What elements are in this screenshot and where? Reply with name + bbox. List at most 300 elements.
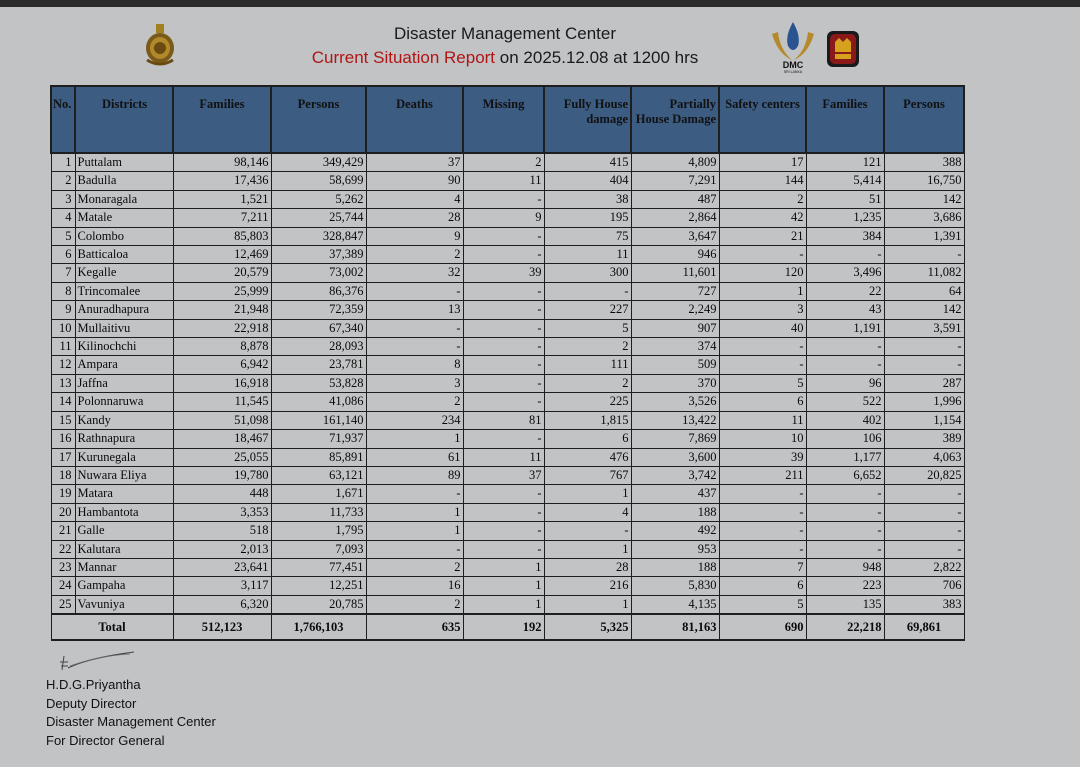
data-cell: 1,671 bbox=[271, 485, 366, 503]
data-cell: 18,467 bbox=[173, 430, 271, 448]
data-cell: 5,262 bbox=[271, 190, 366, 208]
table-row bbox=[51, 485, 964, 503]
data-cell: 4 bbox=[366, 190, 463, 208]
data-cell: 20,579 bbox=[173, 264, 271, 282]
row-number: 19 bbox=[51, 485, 75, 503]
table-row bbox=[51, 282, 964, 300]
data-cell: 3,526 bbox=[631, 393, 719, 411]
signature-scribble-icon bbox=[58, 648, 138, 678]
data-cell: 11,082 bbox=[884, 264, 964, 282]
total-cell: 192 bbox=[463, 614, 544, 640]
data-cell: 287 bbox=[884, 374, 964, 392]
data-cell: 37 bbox=[366, 153, 463, 172]
data-cell: 300 bbox=[544, 264, 631, 282]
data-cell: 3 bbox=[719, 301, 806, 319]
data-cell: 11 bbox=[463, 448, 544, 466]
data-cell: 216 bbox=[544, 577, 631, 595]
data-cell: 448 bbox=[173, 485, 271, 503]
data-cell: - bbox=[806, 338, 884, 356]
data-cell: - bbox=[544, 282, 631, 300]
table-row bbox=[51, 301, 964, 319]
data-cell: 9 bbox=[366, 227, 463, 245]
data-cell: 75 bbox=[544, 227, 631, 245]
data-cell: 96 bbox=[806, 374, 884, 392]
data-cell: - bbox=[463, 393, 544, 411]
data-cell: 5,414 bbox=[806, 172, 884, 190]
district-name: Hambantota bbox=[75, 503, 173, 521]
data-cell: 21,948 bbox=[173, 301, 271, 319]
data-cell: - bbox=[719, 356, 806, 374]
table-row bbox=[51, 374, 964, 392]
data-cell: 85,891 bbox=[271, 448, 366, 466]
data-cell: 2 bbox=[719, 190, 806, 208]
row-number: 2 bbox=[51, 172, 75, 190]
dmc-logo-subtext: SRI LANKA bbox=[783, 70, 803, 74]
col-header-deaths: Deaths bbox=[366, 86, 463, 153]
col-header-no: No. bbox=[51, 86, 75, 153]
data-cell: 38 bbox=[544, 190, 631, 208]
data-cell: 77,451 bbox=[271, 558, 366, 576]
data-cell: 476 bbox=[544, 448, 631, 466]
data-cell: 12,469 bbox=[173, 246, 271, 264]
data-cell: - bbox=[463, 485, 544, 503]
data-cell: - bbox=[366, 338, 463, 356]
row-number: 24 bbox=[51, 577, 75, 595]
data-cell: - bbox=[719, 540, 806, 558]
district-name: Kandy bbox=[75, 411, 173, 429]
data-cell: 2,249 bbox=[631, 301, 719, 319]
data-cell: 388 bbox=[884, 153, 964, 172]
data-cell: 1,815 bbox=[544, 411, 631, 429]
row-number: 22 bbox=[51, 540, 75, 558]
row-number: 11 bbox=[51, 338, 75, 356]
data-cell: 1,191 bbox=[806, 319, 884, 337]
data-cell: 3,353 bbox=[173, 503, 271, 521]
data-cell: 161,140 bbox=[271, 411, 366, 429]
district-name: Galle bbox=[75, 522, 173, 540]
data-cell: 370 bbox=[631, 374, 719, 392]
district-name: Monaragala bbox=[75, 190, 173, 208]
table-row bbox=[51, 448, 964, 466]
district-name: Vavuniya bbox=[75, 595, 173, 614]
data-cell: 3,742 bbox=[631, 466, 719, 484]
district-name: Rathnapura bbox=[75, 430, 173, 448]
table-row bbox=[51, 393, 964, 411]
data-cell: 53,828 bbox=[271, 374, 366, 392]
district-name: Colombo bbox=[75, 227, 173, 245]
data-cell: 1 bbox=[544, 595, 631, 614]
total-cell: 512,123 bbox=[173, 614, 271, 640]
row-number: 5 bbox=[51, 227, 75, 245]
table-row bbox=[51, 153, 964, 172]
data-cell: - bbox=[806, 540, 884, 558]
data-cell: 188 bbox=[631, 558, 719, 576]
data-cell: - bbox=[719, 338, 806, 356]
data-cell: 1,521 bbox=[173, 190, 271, 208]
data-cell: 437 bbox=[631, 485, 719, 503]
row-number: 18 bbox=[51, 466, 75, 484]
data-cell: 7,869 bbox=[631, 430, 719, 448]
data-cell: 106 bbox=[806, 430, 884, 448]
data-cell: 16,918 bbox=[173, 374, 271, 392]
data-cell: - bbox=[719, 522, 806, 540]
data-cell: 67,340 bbox=[271, 319, 366, 337]
data-cell: 349,429 bbox=[271, 153, 366, 172]
data-cell: 4,135 bbox=[631, 595, 719, 614]
data-cell: 22,918 bbox=[173, 319, 271, 337]
col-header-missing: Missing bbox=[463, 86, 544, 153]
row-number: 12 bbox=[51, 356, 75, 374]
data-cell: 86,376 bbox=[271, 282, 366, 300]
data-cell: 16 bbox=[366, 577, 463, 595]
district-name: Jaffna bbox=[75, 374, 173, 392]
data-cell: 11 bbox=[544, 246, 631, 264]
data-cell: 73,002 bbox=[271, 264, 366, 282]
data-cell: 195 bbox=[544, 209, 631, 227]
table-row bbox=[51, 209, 964, 227]
data-cell: 3,117 bbox=[173, 577, 271, 595]
table-row bbox=[51, 595, 964, 614]
data-cell: - bbox=[719, 503, 806, 521]
data-cell: 19,780 bbox=[173, 466, 271, 484]
table-row bbox=[51, 264, 964, 282]
data-cell: - bbox=[884, 522, 964, 540]
data-cell: 120 bbox=[719, 264, 806, 282]
col-header-fully-damage: Fully House damage bbox=[544, 86, 631, 153]
data-cell: 706 bbox=[884, 577, 964, 595]
data-cell: 234 bbox=[366, 411, 463, 429]
table-row bbox=[51, 522, 964, 540]
row-number: 8 bbox=[51, 282, 75, 300]
data-cell: 28 bbox=[366, 209, 463, 227]
row-number: 10 bbox=[51, 319, 75, 337]
data-cell: 3,591 bbox=[884, 319, 964, 337]
data-cell: 5 bbox=[719, 374, 806, 392]
district-name: Puttalam bbox=[75, 153, 173, 172]
data-cell: - bbox=[719, 485, 806, 503]
data-cell: 487 bbox=[631, 190, 719, 208]
data-cell: - bbox=[884, 246, 964, 264]
data-cell: 1,391 bbox=[884, 227, 964, 245]
data-cell: 415 bbox=[544, 153, 631, 172]
data-cell: 2,822 bbox=[884, 558, 964, 576]
data-cell: 13 bbox=[366, 301, 463, 319]
data-cell: 2 bbox=[544, 338, 631, 356]
data-cell: 37 bbox=[463, 466, 544, 484]
col-header-persons: Persons bbox=[271, 86, 366, 153]
row-number: 20 bbox=[51, 503, 75, 521]
data-cell: 43 bbox=[806, 301, 884, 319]
data-cell: - bbox=[463, 540, 544, 558]
row-number: 3 bbox=[51, 190, 75, 208]
data-cell: 518 bbox=[173, 522, 271, 540]
table-row bbox=[51, 540, 964, 558]
data-cell: 2 bbox=[366, 393, 463, 411]
signatory-org: Disaster Management Center bbox=[46, 714, 216, 729]
total-cell: 635 bbox=[366, 614, 463, 640]
col-header-safety-persons: Persons bbox=[884, 86, 964, 153]
data-cell: - bbox=[463, 374, 544, 392]
col-header-partially-damage: Partially House Damage bbox=[631, 86, 719, 153]
data-cell: 383 bbox=[884, 595, 964, 614]
data-cell: 9 bbox=[463, 209, 544, 227]
data-cell: 5,830 bbox=[631, 577, 719, 595]
data-cell: 111 bbox=[544, 356, 631, 374]
data-cell: 51 bbox=[806, 190, 884, 208]
total-cell: 22,218 bbox=[806, 614, 884, 640]
report-title bbox=[0, 48, 1010, 68]
data-cell: 3,647 bbox=[631, 227, 719, 245]
table-row bbox=[51, 430, 964, 448]
data-cell: 6 bbox=[544, 430, 631, 448]
district-name: Gampaha bbox=[75, 577, 173, 595]
data-cell: 8,878 bbox=[173, 338, 271, 356]
data-cell: 7,211 bbox=[173, 209, 271, 227]
data-cell: 11 bbox=[463, 172, 544, 190]
total-cell: 5,325 bbox=[544, 614, 631, 640]
data-cell: 1,154 bbox=[884, 411, 964, 429]
data-cell: 40 bbox=[719, 319, 806, 337]
data-cell: 727 bbox=[631, 282, 719, 300]
data-cell: - bbox=[463, 430, 544, 448]
table-header-row bbox=[51, 86, 964, 153]
data-cell: - bbox=[884, 356, 964, 374]
data-cell: 2 bbox=[544, 374, 631, 392]
data-cell: - bbox=[463, 301, 544, 319]
table-row bbox=[51, 503, 964, 521]
data-cell: - bbox=[463, 356, 544, 374]
district-name: Mullaitivu bbox=[75, 319, 173, 337]
data-cell: 3 bbox=[366, 374, 463, 392]
data-cell: 39 bbox=[719, 448, 806, 466]
data-cell: - bbox=[366, 485, 463, 503]
data-cell: - bbox=[463, 522, 544, 540]
data-cell: - bbox=[544, 522, 631, 540]
col-header-districts: Districts bbox=[75, 86, 173, 153]
data-cell: 6 bbox=[719, 577, 806, 595]
data-cell: 17 bbox=[719, 153, 806, 172]
data-cell: - bbox=[806, 246, 884, 264]
row-number: 9 bbox=[51, 301, 75, 319]
data-cell: 2,013 bbox=[173, 540, 271, 558]
signatory-title: Deputy Director bbox=[46, 695, 137, 711]
data-cell: 1 bbox=[366, 430, 463, 448]
table-body bbox=[51, 153, 964, 614]
data-cell: 63,121 bbox=[271, 466, 366, 484]
table-row bbox=[51, 227, 964, 245]
row-number: 15 bbox=[51, 411, 75, 429]
table-row bbox=[51, 577, 964, 595]
data-cell: 211 bbox=[719, 466, 806, 484]
district-name: Ampara bbox=[75, 356, 173, 374]
district-name: Anuradhapura bbox=[75, 301, 173, 319]
data-cell: 81 bbox=[463, 411, 544, 429]
data-cell: 7 bbox=[719, 558, 806, 576]
data-cell: 3,600 bbox=[631, 448, 719, 466]
top-bar bbox=[0, 0, 1080, 7]
data-cell: 13,422 bbox=[631, 411, 719, 429]
total-cell: 1,766,103 bbox=[271, 614, 366, 640]
signatory-for: For Director General bbox=[46, 732, 165, 748]
district-name: Kurunegala bbox=[75, 448, 173, 466]
data-cell: 64 bbox=[884, 282, 964, 300]
table-row bbox=[51, 338, 964, 356]
row-number: 4 bbox=[51, 209, 75, 227]
data-cell: 142 bbox=[884, 301, 964, 319]
data-cell: 11,601 bbox=[631, 264, 719, 282]
table-row bbox=[51, 411, 964, 429]
data-cell: - bbox=[463, 190, 544, 208]
row-number: 7 bbox=[51, 264, 75, 282]
data-cell: 11 bbox=[719, 411, 806, 429]
data-cell: 1,996 bbox=[884, 393, 964, 411]
data-cell: 188 bbox=[631, 503, 719, 521]
data-cell: 135 bbox=[806, 595, 884, 614]
col-header-safety-centers: Safety centers bbox=[719, 86, 806, 153]
district-name: Matale bbox=[75, 209, 173, 227]
col-header-families: Families bbox=[173, 86, 271, 153]
district-name: Mannar bbox=[75, 558, 173, 576]
data-cell: 6,320 bbox=[173, 595, 271, 614]
district-name: Kegalle bbox=[75, 264, 173, 282]
district-name: Matara bbox=[75, 485, 173, 503]
table-row bbox=[51, 466, 964, 484]
data-cell: 25,744 bbox=[271, 209, 366, 227]
signature-block bbox=[46, 676, 216, 750]
row-number: 6 bbox=[51, 246, 75, 264]
data-cell: 1 bbox=[463, 595, 544, 614]
data-cell: - bbox=[366, 282, 463, 300]
data-cell: 22 bbox=[806, 282, 884, 300]
data-cell: 6,942 bbox=[173, 356, 271, 374]
data-cell: 2 bbox=[463, 153, 544, 172]
data-cell: - bbox=[463, 227, 544, 245]
table-row bbox=[51, 558, 964, 576]
data-cell: 25,055 bbox=[173, 448, 271, 466]
data-cell: - bbox=[806, 485, 884, 503]
report-date: on 2025.12.08 at 1200 hrs bbox=[499, 48, 699, 67]
data-cell: - bbox=[719, 246, 806, 264]
data-cell: 10 bbox=[719, 430, 806, 448]
data-cell: 23,781 bbox=[271, 356, 366, 374]
row-number: 21 bbox=[51, 522, 75, 540]
data-cell: - bbox=[463, 338, 544, 356]
data-cell: 227 bbox=[544, 301, 631, 319]
data-cell: 17,436 bbox=[173, 172, 271, 190]
row-number: 25 bbox=[51, 595, 75, 614]
data-cell: 1,235 bbox=[806, 209, 884, 227]
data-cell: 374 bbox=[631, 338, 719, 356]
data-cell: 42 bbox=[719, 209, 806, 227]
district-name: Trincomalee bbox=[75, 282, 173, 300]
data-cell: 953 bbox=[631, 540, 719, 558]
data-cell: 223 bbox=[806, 577, 884, 595]
total-cell: 69,861 bbox=[884, 614, 964, 640]
data-cell: 384 bbox=[806, 227, 884, 245]
data-cell: 389 bbox=[884, 430, 964, 448]
data-cell: 404 bbox=[544, 172, 631, 190]
data-cell: 7,291 bbox=[631, 172, 719, 190]
table-row bbox=[51, 319, 964, 337]
report-label: Current Situation Report bbox=[311, 48, 496, 67]
data-cell: 144 bbox=[719, 172, 806, 190]
data-cell: 509 bbox=[631, 356, 719, 374]
data-cell: 907 bbox=[631, 319, 719, 337]
district-name: Kilinochchi bbox=[75, 338, 173, 356]
data-cell: - bbox=[366, 319, 463, 337]
data-cell: 121 bbox=[806, 153, 884, 172]
table-row bbox=[51, 356, 964, 374]
data-cell: 20,785 bbox=[271, 595, 366, 614]
data-cell: 39 bbox=[463, 264, 544, 282]
data-cell: - bbox=[806, 503, 884, 521]
district-name: Batticaloa bbox=[75, 246, 173, 264]
row-number: 23 bbox=[51, 558, 75, 576]
situation-report-table bbox=[50, 85, 965, 641]
data-cell: 3,686 bbox=[884, 209, 964, 227]
data-cell: 1 bbox=[463, 558, 544, 576]
district-name: Polonnaruwa bbox=[75, 393, 173, 411]
data-cell: 23,641 bbox=[173, 558, 271, 576]
data-cell: 98,146 bbox=[173, 153, 271, 172]
data-cell: - bbox=[884, 485, 964, 503]
report-org-title: Disaster Management Center bbox=[393, 24, 617, 43]
data-cell: 2 bbox=[366, 246, 463, 264]
data-cell: 5 bbox=[544, 319, 631, 337]
data-cell: 32 bbox=[366, 264, 463, 282]
data-cell: 6 bbox=[719, 393, 806, 411]
total-label: Total bbox=[51, 614, 173, 640]
data-cell: 2 bbox=[366, 558, 463, 576]
data-cell: 28,093 bbox=[271, 338, 366, 356]
data-cell: 16,750 bbox=[884, 172, 964, 190]
data-cell: - bbox=[463, 282, 544, 300]
data-cell: 1 bbox=[366, 503, 463, 521]
data-cell: 71,937 bbox=[271, 430, 366, 448]
data-cell: 12,251 bbox=[271, 577, 366, 595]
data-cell: 6,652 bbox=[806, 466, 884, 484]
district-name: Kalutara bbox=[75, 540, 173, 558]
data-cell: 85,803 bbox=[173, 227, 271, 245]
row-number: 17 bbox=[51, 448, 75, 466]
data-cell: 402 bbox=[806, 411, 884, 429]
data-cell: 2 bbox=[366, 595, 463, 614]
data-cell: 3,496 bbox=[806, 264, 884, 282]
data-cell: 61 bbox=[366, 448, 463, 466]
data-cell: 1 bbox=[463, 577, 544, 595]
data-cell: 1,795 bbox=[271, 522, 366, 540]
data-cell: 767 bbox=[544, 466, 631, 484]
data-cell: 4 bbox=[544, 503, 631, 521]
data-cell: - bbox=[806, 356, 884, 374]
data-cell: 1 bbox=[544, 540, 631, 558]
data-cell: 142 bbox=[884, 190, 964, 208]
district-name: Nuwara Eliya bbox=[75, 466, 173, 484]
data-cell: 51,098 bbox=[173, 411, 271, 429]
data-cell: 7,093 bbox=[271, 540, 366, 558]
data-cell: 37,389 bbox=[271, 246, 366, 264]
data-cell: 1,177 bbox=[806, 448, 884, 466]
data-cell: 41,086 bbox=[271, 393, 366, 411]
data-cell: 25,999 bbox=[173, 282, 271, 300]
district-name: Badulla bbox=[75, 172, 173, 190]
data-cell: 21 bbox=[719, 227, 806, 245]
data-cell: 4,809 bbox=[631, 153, 719, 172]
row-number: 13 bbox=[51, 374, 75, 392]
data-cell: 948 bbox=[806, 558, 884, 576]
data-cell: - bbox=[463, 319, 544, 337]
data-cell: 2,864 bbox=[631, 209, 719, 227]
